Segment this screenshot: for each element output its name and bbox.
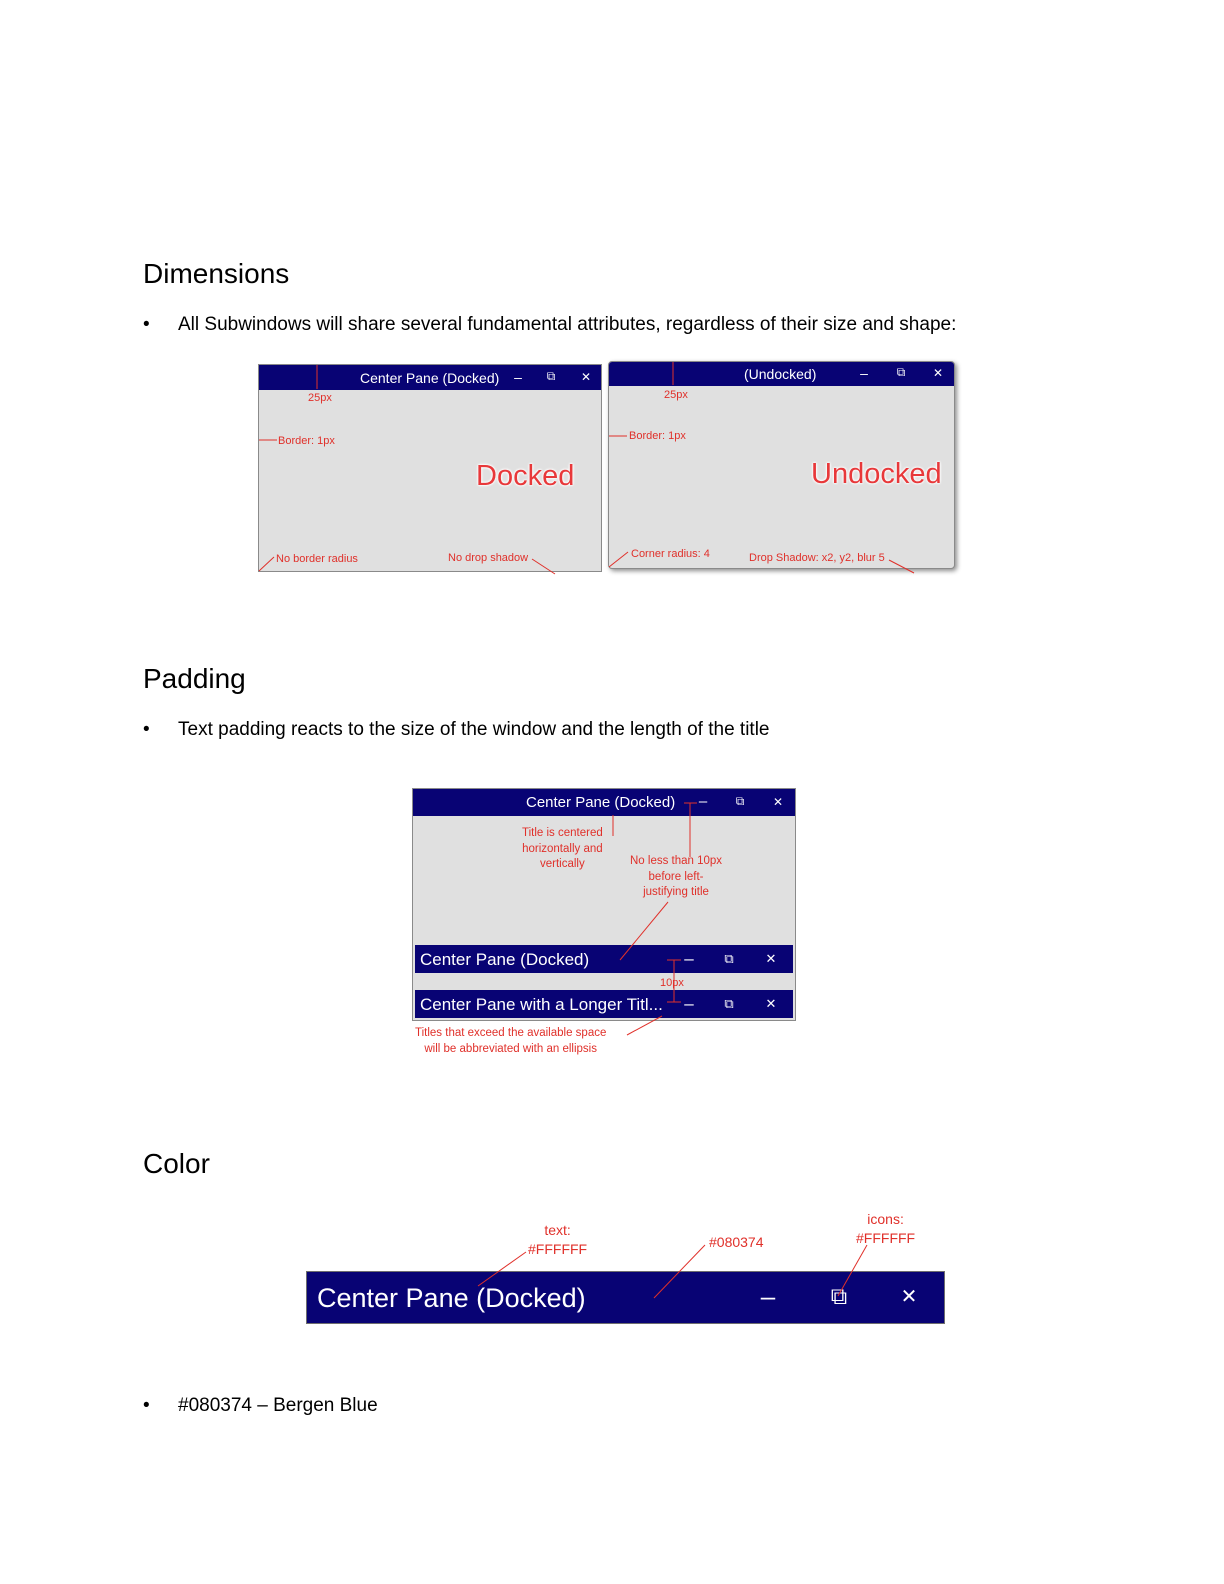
docked-shadow-annotation: No drop shadow: [448, 552, 529, 564]
bullet-dot: •: [143, 314, 150, 335]
minimize-icon[interactable]: –: [698, 793, 708, 810]
close-icon[interactable]: ✕: [900, 1286, 918, 1308]
padding-example-window: [412, 788, 796, 1021]
undocked-title: (Undocked): [744, 366, 817, 382]
bullet-dot: •: [143, 719, 150, 740]
left-justified-title: Center Pane (Docked): [420, 950, 590, 969]
long-title: Center Pane with a Longer Titl...: [420, 995, 663, 1014]
close-icon[interactable]: ✕: [580, 370, 592, 384]
padding-heading: Padding: [143, 663, 246, 694]
gap-annotation: 10px: [660, 977, 684, 989]
centered-annotation: Title is centered horizontally and vertically: [522, 827, 603, 871]
close-icon[interactable]: ✕: [765, 951, 777, 966]
color-example-title: Center Pane (Docked): [317, 1283, 586, 1313]
minimize-icon[interactable]: –: [684, 949, 694, 968]
undocked-border-annotation: Border: 1px: [629, 430, 686, 442]
undocked-window-example: [608, 361, 955, 569]
bullet-dot: •: [143, 1395, 150, 1416]
restore-icon[interactable]: ⧉: [896, 365, 906, 379]
minimize-icon[interactable]: –: [860, 365, 868, 381]
close-icon[interactable]: ✕: [932, 366, 944, 380]
docked-border-annotation: Border: 1px: [278, 435, 335, 447]
restore-icon[interactable]: ⧉: [724, 996, 734, 1011]
padding-bullet: [143, 720, 770, 741]
minimize-icon[interactable]: –: [760, 1281, 776, 1311]
color-heading: Color: [143, 1148, 210, 1179]
undocked-height-annotation: 25px: [664, 389, 688, 401]
restore-icon[interactable]: ⧉: [724, 951, 734, 966]
docked-titlebar: [259, 365, 601, 390]
docked-radius-annotation: No border radius: [276, 553, 358, 565]
minimize-icon[interactable]: –: [514, 369, 522, 385]
undocked-shadow-annotation: Drop Shadow: x2, y2, blur 5: [749, 552, 885, 564]
restore-icon[interactable]: ⧉: [546, 369, 556, 383]
dimensions-heading: Dimensions: [143, 258, 290, 289]
icons-color-annotation: icons: #FFFFFF: [856, 1211, 916, 1246]
background-color-annotation: #080374: [709, 1234, 764, 1250]
dimensions-bullet: [143, 315, 956, 336]
color-bullet-text: #080374 – Bergen Blue: [178, 1395, 378, 1416]
padding-top-titlebar: [413, 789, 795, 816]
color-bullet: [143, 1396, 378, 1417]
undocked-label: Undocked: [811, 458, 942, 490]
docked-height-annotation: 25px: [308, 392, 332, 404]
padding-bullet-text: Text padding reacts to the size of the window and the length of the title: [178, 719, 770, 740]
minimize-icon[interactable]: –: [684, 994, 694, 1013]
restore-icon[interactable]: ⧉: [735, 794, 745, 808]
docked-title: Center Pane (Docked): [360, 370, 500, 386]
restore-icon[interactable]: ⧉: [830, 1283, 848, 1309]
padding-top-title: Center Pane (Docked): [526, 794, 676, 811]
left-justified-titlebar: [415, 945, 793, 973]
docked-window-example: [258, 364, 602, 572]
close-icon[interactable]: ✕: [765, 996, 777, 1011]
close-icon[interactable]: ✕: [772, 795, 784, 809]
docked-label: Docked: [476, 460, 575, 492]
long-title-titlebar: [415, 990, 793, 1018]
ellipsis-annotation: Titles that exceed the available space will be abbreviated with an ellipsis: [415, 1027, 607, 1055]
undocked-titlebar: [609, 362, 954, 386]
undocked-radius-annotation: Corner radius: 4: [631, 548, 710, 560]
text-color-annotation: text: #FFFFFF: [528, 1222, 588, 1257]
min-padding-annotation: No less than 10px before left- justifying title: [630, 855, 723, 899]
color-example-titlebar: [306, 1271, 945, 1324]
dimensions-bullet-text: All Subwindows will share several fundamental attributes, regardless of their size and shape:: [178, 314, 957, 335]
